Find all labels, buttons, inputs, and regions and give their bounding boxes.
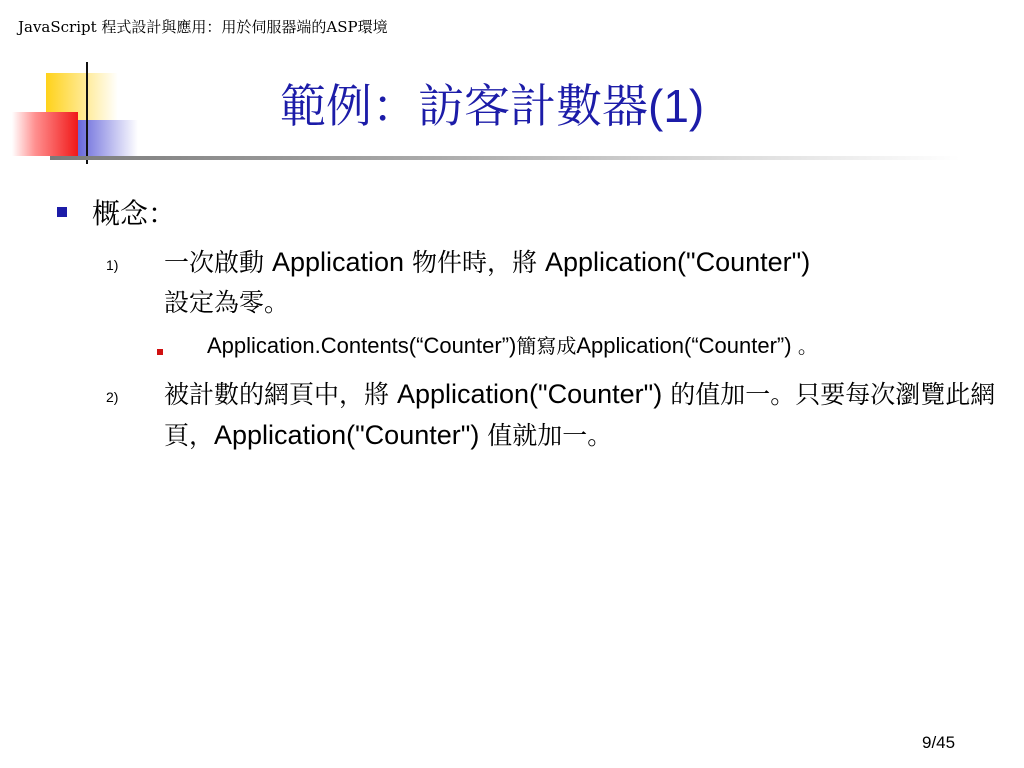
- list-item-2: 被計數的網頁中，將 Application("Counter") 的值加一。只要每次瀏覽此網頁，Application("Counter") 值就加一。: [164, 379, 996, 450]
- presentation-header: JavaScript 程式設計與應用：用於伺服器端的ASP環境: [18, 18, 388, 36]
- concept-heading: 概念：: [92, 197, 177, 230]
- page-number: 9/45: [922, 733, 956, 752]
- item-number-2: 2): [106, 389, 119, 405]
- sub-bullet-icon: [157, 349, 163, 355]
- sub-item: Application.Contents(“Counter”)簡寫成Application(“Counter”) 。: [207, 333, 818, 358]
- slide-title-number: (1): [648, 80, 705, 132]
- item-number-1: 1): [106, 257, 119, 273]
- square-bullet-icon: [57, 207, 67, 217]
- list-item-1: 一次啟動 Application 物件時，將 Application("Counter") 設定為零。: [164, 247, 811, 317]
- slide-title-main: 範例：訪客計數器: [280, 79, 648, 133]
